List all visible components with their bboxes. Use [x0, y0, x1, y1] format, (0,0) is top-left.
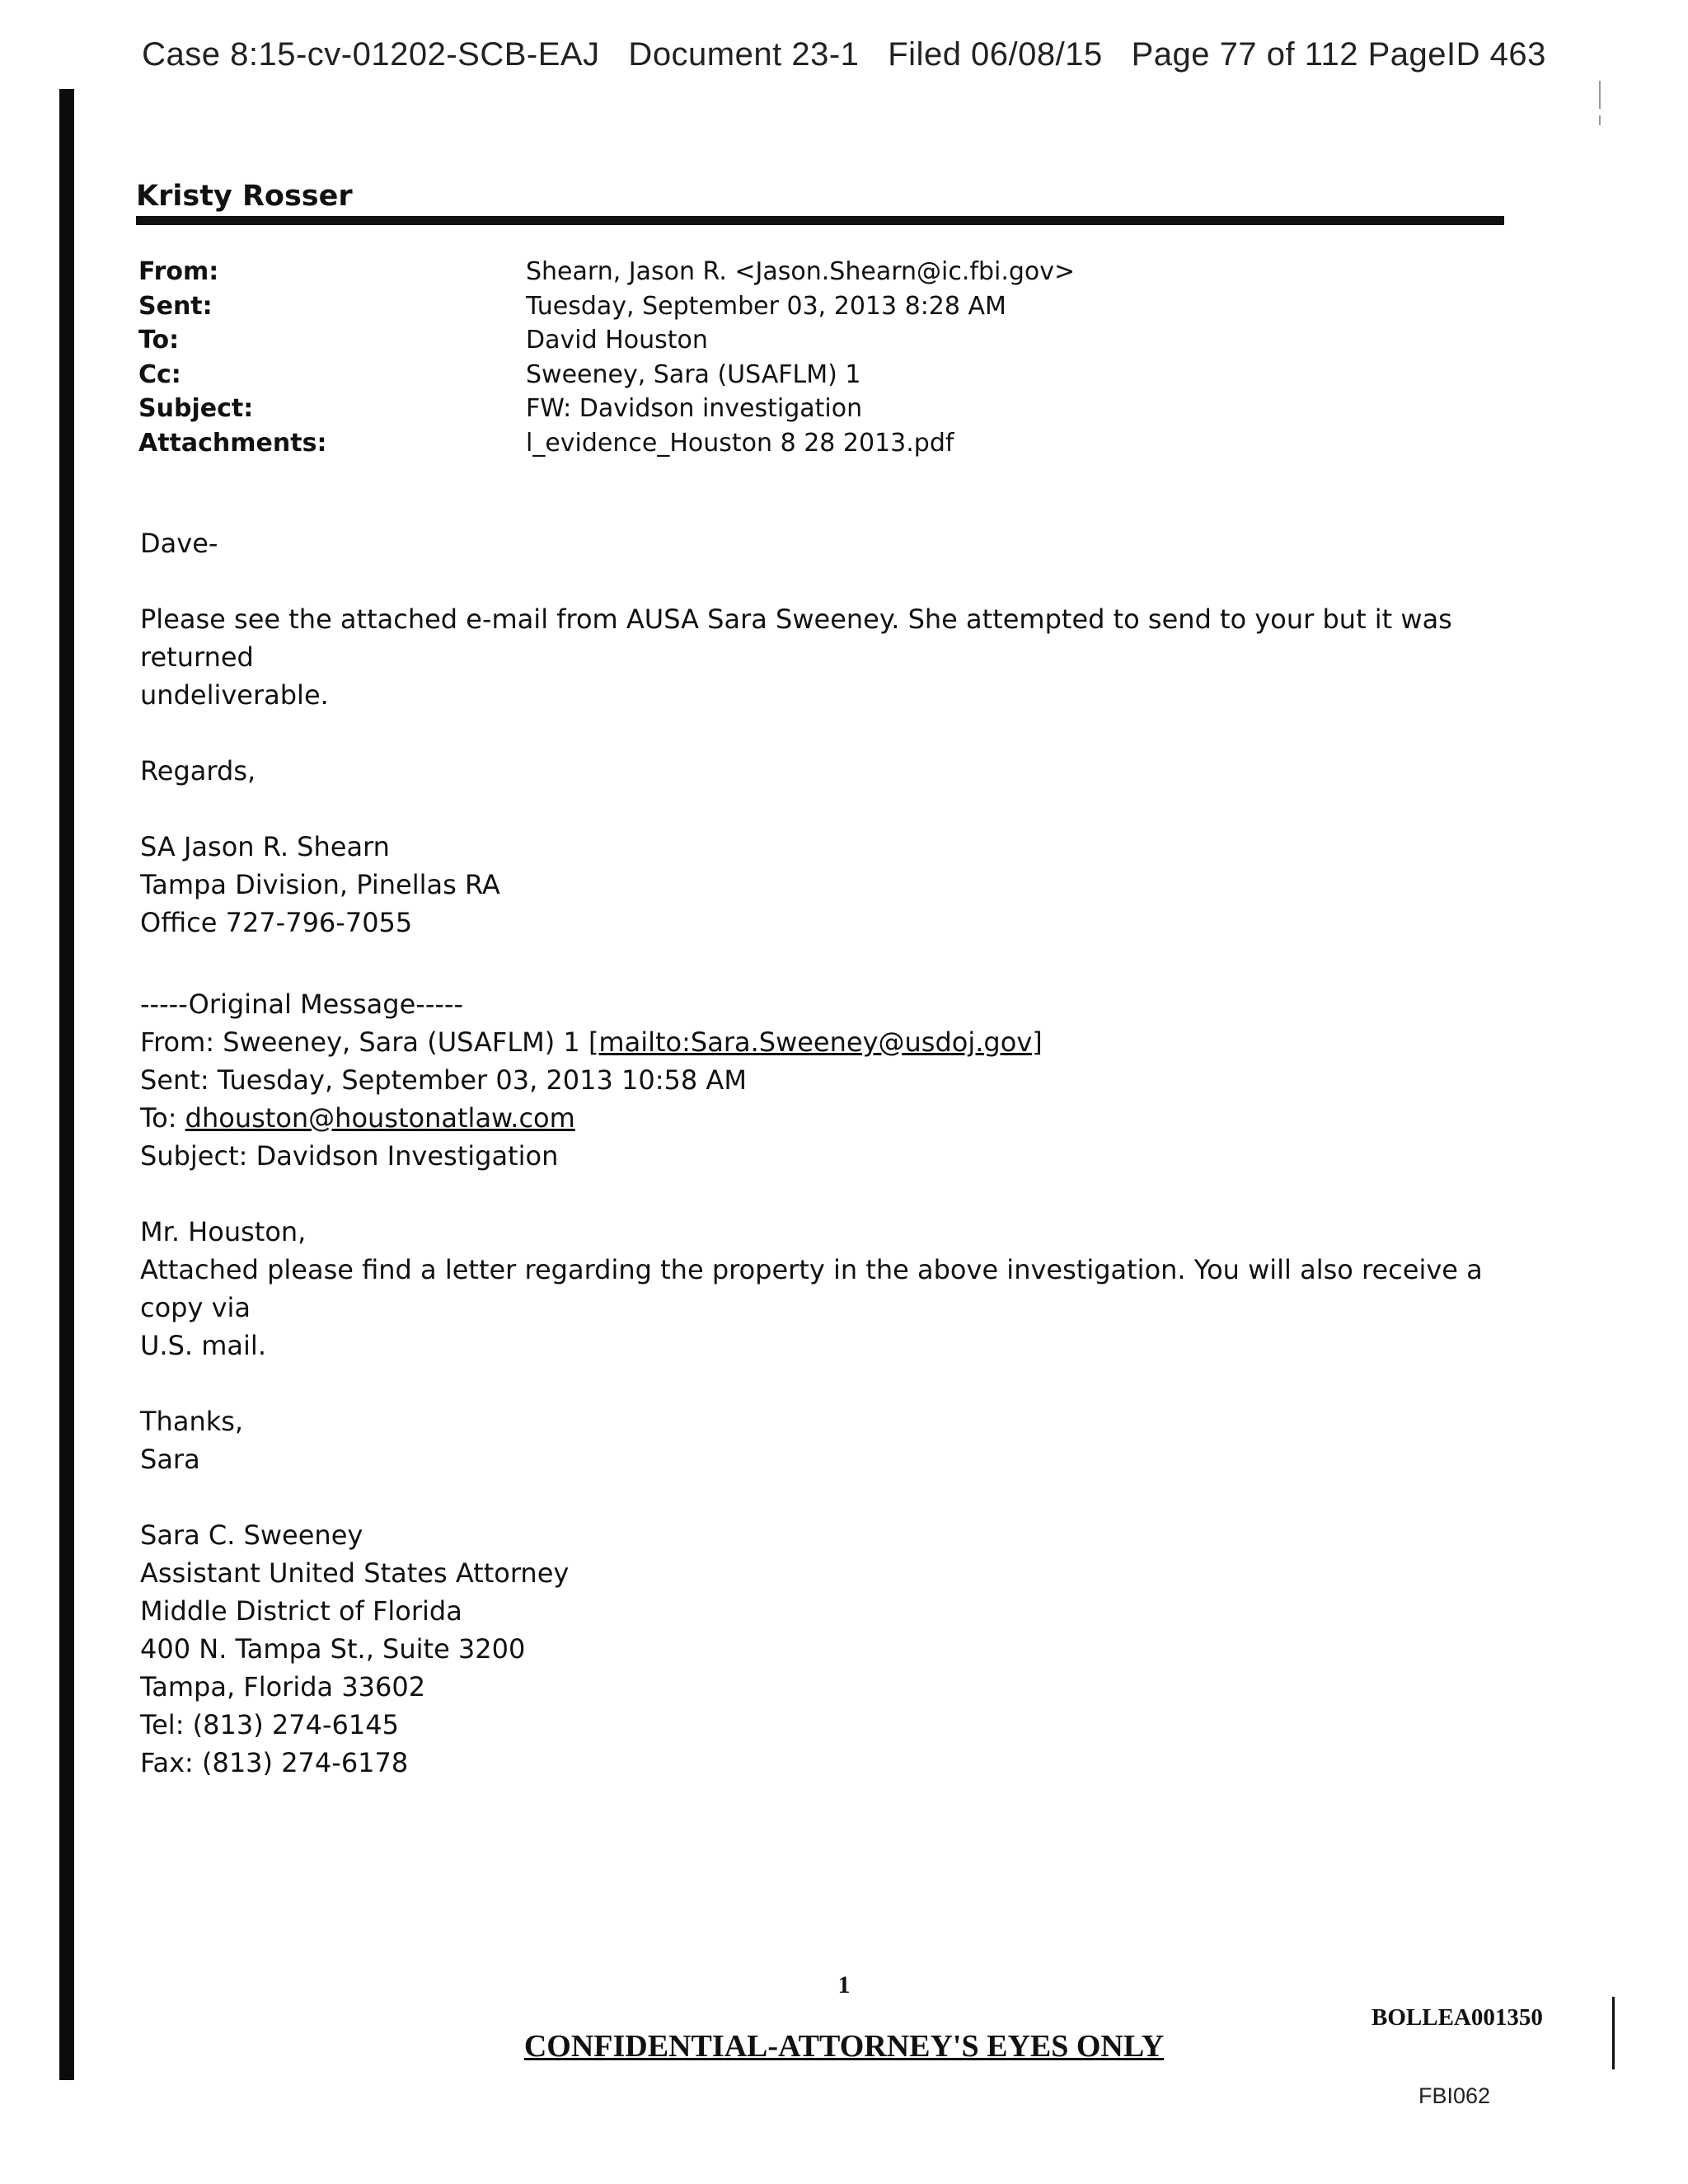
margin-tick — [1612, 1997, 1615, 2069]
original-closing: Thanks, — [140, 1406, 244, 1437]
cc-value: Sweeney, Sara (USAFLM) 1 — [526, 360, 861, 389]
original-signature-line: Tampa, Florida 33602 — [140, 1671, 426, 1703]
sent-label: Sent: — [138, 292, 213, 321]
mailto-link[interactable]: [mailto:Sara.Sweeney@usdoj.gov] — [588, 1026, 1043, 1058]
owner-divider — [136, 216, 1504, 225]
mailbox-owner-name: Kristy Rosser — [136, 180, 353, 213]
original-sent-line: Sent: Tuesday, September 03, 2013 10:58 AM — [140, 1064, 747, 1096]
original-message — [140, 985, 1525, 1782]
original-signature-line: Fax: (813) 274-6178 — [140, 1747, 409, 1778]
attachment-filename: l_evidence_Houston 8 28 2013.pdf — [526, 429, 954, 458]
scan-mark — [1599, 81, 1601, 109]
closing: Regards, — [140, 755, 256, 787]
original-body-line: Attached please find a letter regarding the property in the above investigation. You will also receive a copy via — [140, 1254, 1483, 1323]
original-closing-name: Sara — [140, 1444, 200, 1475]
left-margin-bar — [59, 89, 74, 2080]
original-to-line — [140, 1099, 1525, 1137]
message-body — [140, 524, 1525, 942]
to-value: David Houston — [526, 326, 708, 355]
bates-number: BOLLEA001350 — [1372, 2004, 1543, 2031]
greeting: Dave- — [140, 528, 218, 559]
original-signature-line: Middle District of Florida — [140, 1595, 462, 1627]
subject-value: FW: Davidson investigation — [526, 394, 863, 423]
to-label: To: — [138, 326, 180, 355]
original-signature-line: Assistant United States Attorney — [140, 1557, 570, 1589]
original-signature-line: Tel: (813) 274-6145 — [140, 1709, 399, 1740]
original-from-line — [140, 1023, 1525, 1061]
scan-mark — [1599, 115, 1601, 125]
body-line: Please see the attached e-mail from AUSA Sara Sweeney. She attempted to send to your but it was returned — [140, 604, 1452, 673]
body-line: undeliverable. — [140, 679, 329, 711]
signature-line: SA Jason R. Shearn — [140, 831, 390, 862]
signature-line: Tampa Division, Pinellas RA — [140, 869, 500, 900]
from-label: From: — [138, 257, 219, 286]
original-from-text: From: Sweeney, Sara (USAFLM) 1 — [140, 1026, 588, 1058]
original-message-separator: -----Original Message----- — [140, 989, 463, 1020]
cc-label: Cc: — [138, 360, 181, 389]
original-greeting: Mr. Houston, — [140, 1216, 307, 1247]
subject-label: Subject: — [138, 394, 254, 423]
original-subject-line: Subject: Davidson Investigation — [140, 1140, 559, 1172]
signature-line: Office 727-796-7055 — [140, 907, 413, 938]
original-body-line: U.S. mail. — [140, 1330, 266, 1361]
email-link[interactable]: dhouston@houstonatlaw.com — [185, 1102, 575, 1134]
court-filing-header: Case 8:15-cv-01202-SCB-EAJ Document 23-1 Filed 06/08/15 Page 77 of 112 PageID 463 — [142, 36, 1546, 73]
attachments-label: Attachments: — [138, 429, 327, 458]
original-to-text: To: — [140, 1102, 185, 1134]
page-number: 1 — [837, 1971, 851, 1998]
confidentiality-stamp: CONFIDENTIAL-ATTORNEY'S EYES ONLY — [523, 2029, 1165, 2064]
fbi-page-number: FBI062 — [1418, 2083, 1491, 2108]
original-signature-line: 400 N. Tampa St., Suite 3200 — [140, 1633, 526, 1665]
sent-value: Tuesday, September 03, 2013 8:28 AM — [526, 292, 1006, 321]
original-signature-line: Sara C. Sweeney — [140, 1519, 363, 1551]
from-value: Shearn, Jason R. <Jason.Shearn@ic.fbi.gov> — [526, 257, 1076, 286]
